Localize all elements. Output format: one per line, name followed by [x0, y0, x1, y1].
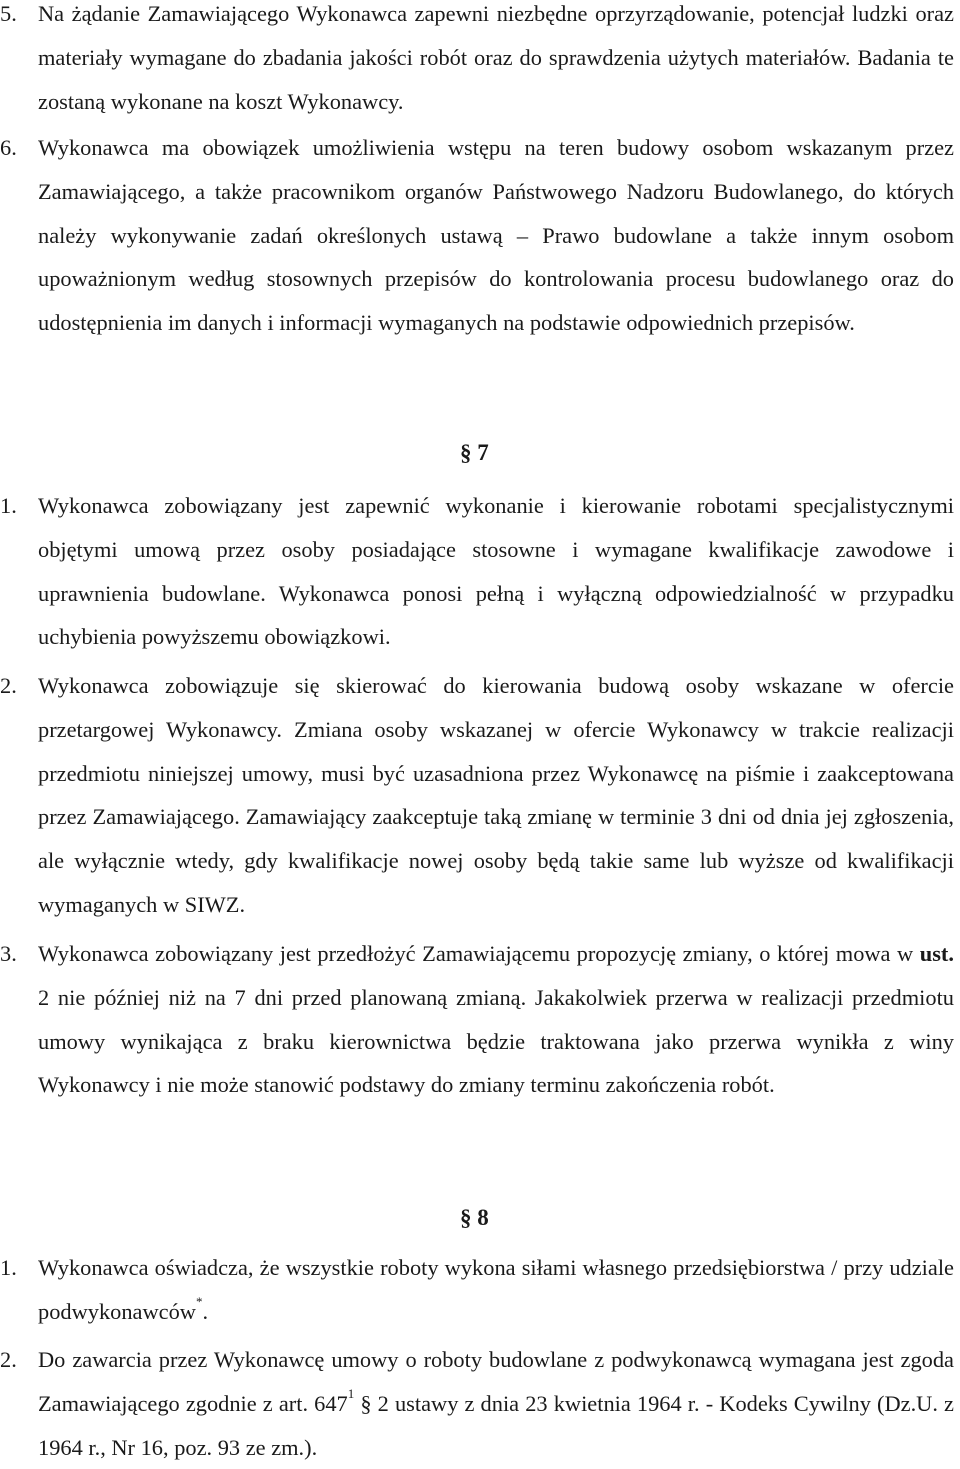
item-text: [38, 932, 954, 1107]
item-number: 2.: [0, 673, 17, 698]
item-text: Wykonawca ma obowiązek umożliwienia wstępu na teren budowy osobom wskazanym przez Zamawiającego, a także pracownikom organów Państwowego Nadzoru Budowlanego, do których należy wykonywanie zadań określonych ustawą – Prawo budowlane a także innym osobom upoważnionym według stosownych przepisów do kontrolowania procesu budowlanego oraz do udostępnienia im danych i informacji wymaganych na podstawie odpowiednich przepisów.: [38, 135, 954, 336]
item-text-part: Wykonawca zobowiązany jest przedłożyć Zamawiającemu propozycję zmiany, o której mowa w: [38, 941, 920, 966]
footnote-marker: *: [195, 1294, 203, 1310]
item-text-part: § 2 ustawy z dnia 23 kwietnia 1964 r. - Kodeks Cywilny (Dz.U. z 1964 r., Nr 16, poz. 93 ze zm.).: [38, 1390, 954, 1460]
list-item-6: [0, 126, 954, 345]
item-text-tail: .: [202, 1298, 209, 1324]
section7-item-2: [0, 664, 954, 927]
item-text: Wykonawca zobowiązany jest zapewnić wykonanie i kierowanie robotami specjalistycznymi objętymi umową przez osoby posiadające stosowne i wymagane kwalifikacje zawodowe i uprawnienia budowlane. Wykonawca ponosi pełną i wyłączną odpowiedzialność w przypadku uchybienia powyższemu obowiązkowi.: [38, 493, 954, 650]
section-heading-8: § 8: [460, 1205, 489, 1230]
item-number: 1.: [0, 1255, 17, 1280]
item-text: Na żądanie Zamawiającego Wykonawca zapewni niezbędne oprzyrządowanie, potencjał ludzki oraz materiały wymagane do zbadania jakości robót oraz do sprawdzenia użytych materiałów. Badania te zostaną wykonane na koszt Wykonawcy.: [38, 1, 954, 114]
item-number: 2.: [0, 1347, 17, 1372]
section8-item-1: [0, 1246, 954, 1334]
item-text: [38, 1338, 954, 1469]
item-number: 1.: [0, 493, 17, 518]
section-heading-7: § 7: [460, 440, 489, 465]
item-text-part: 2 nie później niż na 7 dni przed planowaną zmianą. Jakakolwiek przerwa w realizacji przedmiotu umowy wynikająca z braku kierownictwa będzie traktowana jako przerwa wynikła z winy Wykonawcy i nie może stanowić podstawy do zmiany terminu zakończenia robót.: [38, 984, 954, 1098]
item-number: 5.: [0, 1, 17, 26]
item-number: 3.: [0, 941, 17, 966]
item-number: 6.: [0, 135, 17, 160]
bold-ref: ust.: [919, 941, 954, 966]
section7-item-3: [0, 932, 954, 1107]
item-text-part: Do zawarcia przez Wykonawcę umowy o roboty budowlane z podwykonawcą wymagana jest zgoda Zamawiającego zgodnie z art. 647: [38, 1347, 954, 1416]
item-text-part: Wykonawca oświadcza, że wszystkie roboty wykona siłami własnego przedsiębiorstwa / przy udziale podwykonawców: [38, 1255, 954, 1324]
item-text: [38, 1246, 954, 1334]
section7-item-1: [0, 484, 954, 659]
section8-item-2: [0, 1338, 954, 1469]
superscript: 1: [347, 1386, 355, 1402]
item-text: Wykonawca zobowiązuje się skierować do kierowania budową osoby wskazane w ofercie przetargowej Wykonawcy. Zmiana osoby wskazanej w ofercie Wykonawcy w trakcie realizacji przedmiotu niniejszej umowy, musi być uzasadniona przez Wykonawcę na piśmie i zaakceptowana przez Zamawiającego. Zamawiający zaakceptuje taką zmianę w terminie 3 dni od dnia jej zgłoszenia, ale wyłącznie wtedy, gdy kwalifikacje nowej osoby będą takie same lub wyższe od kwalifikacji wymaganych w SIWZ.: [38, 673, 954, 917]
list-item-5: [0, 0, 954, 123]
